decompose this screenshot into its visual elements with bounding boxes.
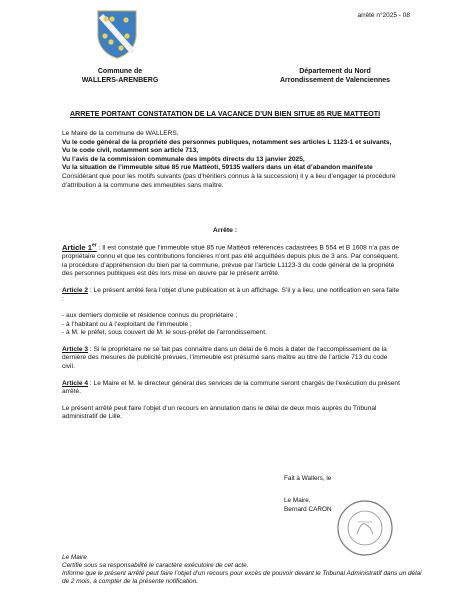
vis-line: Le Maire de la commune de WALLERS, [62, 130, 179, 137]
article-2-label: Article 2 [62, 286, 89, 294]
article-3-label: Article 3 [62, 345, 89, 353]
vis-line: Vu l’avis de la commission communale des impôts directs du 13 janvier 2025, [62, 155, 305, 163]
coat-of-arms-icon [95, 8, 139, 60]
footer-block [62, 554, 422, 586]
footer-line-1: Certifie sous sa responsabilité le caractère exécutoire de cet acte. [62, 562, 249, 569]
commune-block [60, 67, 180, 85]
article-2-text: Le présent arrêté fera l’objet d’une publication et à un affichage. S’il y a lieu, une notification en sera faite : [62, 286, 400, 303]
commune-name: WALLERS-ARENBERG [81, 77, 159, 84]
article-1: Article 1er : Il est constaté que l’immeuble situé 85 rue Mattéoti références cadastrées B 554 et B 1608 n’a pas de propriétaire connu et que les contributions foncières n’ont pas été acquittées depuis plus de 3 ans. Par conséquent, la procédure d’appréhension du bien par la commune, prévue par l’article L1123-3 du code général de la propriété des personnes publiques est dès lors mise en œuvre par le présent arrêté. [62, 242, 400, 278]
article-1-label: Article 1er [62, 242, 97, 252]
signature-title: Le Maire, [284, 497, 311, 505]
vis-line: Vu le code civil, notamment son article 713, [62, 147, 199, 155]
vis-line: Vu le code général de la propriété des personnes publiques, notamment ses articles L 1123-1 et suivants, [62, 138, 392, 146]
footer-line-2: Informe que le présent arrêté peut faire l’objet d’un recours pour excès de pouvoir devant le Tribunal Administratif dans un délai de 2 mois, à compter de la présente notification. [62, 570, 422, 585]
article-4-label: Article 4 [62, 379, 89, 387]
article-3-text: Si le propriétaire ne se fait pas connaître dans un délai de 6 mois à dater de l’accomplissement de la dernière des mesures de publicité prévues, l’immeuble est présumé sans maître au titre de l’article 713 du code civil. [62, 345, 388, 371]
vis-line: Considérant que pour les motifs suivants (pas d’héritiers connus à la succession) il y a lieu d’engager la procédure d’attribution à la commune des immeubles sans maître. [62, 172, 396, 189]
vis-line: Vu la situation de l’immeuble situé 85 rue Mattéoti, 59135 wallers dans un état d’abandon manifeste [62, 164, 373, 172]
article-3: Article 3 : Si le propriétaire ne se fait pas connaître dans un délai de 6 mois à dater de l’accomplissement de la dernière des mesures de publicité prévues, l’immeuble est présumé sans maître au titre de l’article 713 du code civil. [62, 345, 388, 371]
commune-label: Commune de [97, 68, 143, 75]
list-item: - aux derniers domicile et résidence connus du propriétaire ; [62, 312, 238, 320]
arrete-number: arrêté n°2025 - 08 [357, 12, 410, 19]
signature-name: Bernard CARON [284, 505, 332, 513]
article-1-text: Il est constaté que l’immeuble situé 85 rue Mattéoti références cadastrées B 554 et B 1608 n’a pas de propriétaire connu et que les contributions foncières n’ont pas été acquittées depuis plus de 3 ans. Par conséquent, la procédure d’appréhension du bien par la commune, prévue par l’article L1123-3 du code général de la propriété des personnes publiques est dès lors mise en œuvre par le présent arrêté. [62, 244, 400, 278]
signature-block [284, 475, 332, 514]
arrete-heading: Arrête : [212, 227, 238, 234]
arrondissement-name: Arrondissement de Valenciennes [279, 77, 391, 84]
signature-place: Fait à Wallers, le [284, 475, 332, 482]
recours-text: Le présent arrêté peut faire l’objet d’un recours en annulation dans le délai de deux mois auprès du Tribunal administratif de Lille. [62, 404, 377, 421]
articles-block [62, 241, 402, 430]
list-item: - à l’habitant ou à l’exploitant de l’immeuble ; [62, 320, 192, 328]
footer-heading: Le Maire [62, 554, 87, 561]
article-2-list [62, 312, 402, 338]
article-2: Article 2 : Le présent arrêté fera l’objet d’une publication et à un affichage. S’il y a lieu, une notification en sera faite : [62, 286, 400, 303]
article-4-text: Le Maire et M. le directeur général des services de la commune seront chargés de l’exécution du présent arrêté. [62, 379, 400, 396]
list-item: - à M. le préfet, sous couvert de M. le sous-préfet de l’arrondissement. [62, 329, 267, 337]
department-block [260, 67, 410, 85]
mairie-stamp-icon [335, 498, 395, 558]
document-title: ARRETE PORTANT CONSTATATION DE LA VACANCE D’UN BIEN SITUE 85 RUE MATTEOTI [69, 109, 381, 118]
department-name: Département du Nord [299, 68, 371, 75]
considerations-block [62, 130, 402, 190]
article-4: Article 4 : Le Maire et M. le directeur général des services de la commune seront chargés de l’exécution du présent arrêté. [62, 379, 400, 396]
